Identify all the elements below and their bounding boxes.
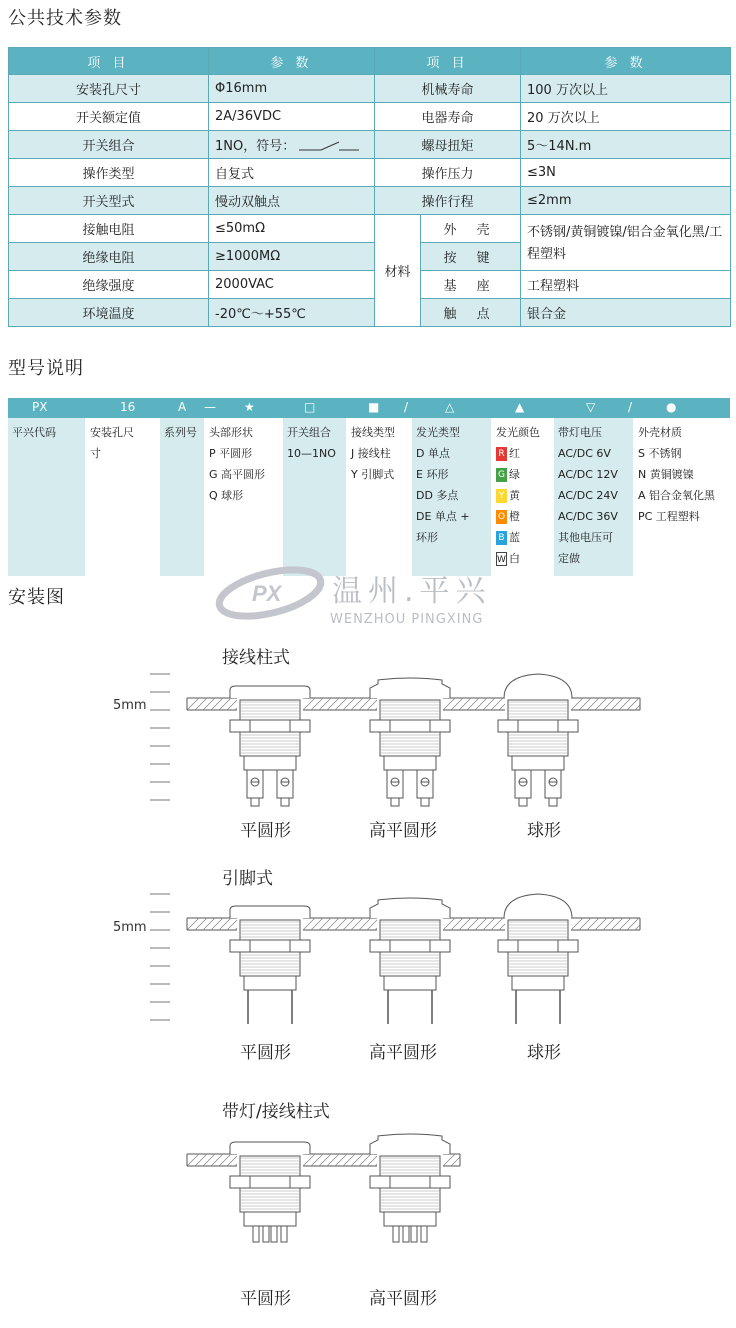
color-name: 红	[509, 447, 520, 460]
model-column-title: 发光类型	[416, 426, 460, 439]
filled-square-icon: ■	[368, 400, 380, 414]
color-option	[496, 464, 549, 485]
material-value: 不锈钢/黄铜镀镍/铝合金氧化黑/工程塑料	[521, 215, 731, 271]
spec-section-title: 公共技术参数	[8, 8, 122, 29]
color-option	[496, 527, 549, 548]
model-option: P 平圆形	[209, 447, 253, 460]
code-separator: /	[404, 400, 409, 414]
spec-value: ≤50mΩ	[209, 215, 375, 243]
pingxing-logo-icon	[212, 565, 328, 621]
model-column-title: 平兴代码	[12, 426, 56, 439]
model-option: AC/DC 24V	[558, 489, 618, 502]
head-caption: 球形	[527, 821, 561, 841]
model-option: DE 单点 +	[416, 510, 470, 523]
spec-value: 慢动双触点	[209, 187, 375, 215]
code-part: —	[204, 400, 216, 414]
color-option	[496, 443, 549, 464]
code-part: A	[178, 400, 187, 414]
model-column-title: 安装孔尺	[90, 426, 134, 439]
switch-body	[230, 1142, 310, 1242]
material-value: 银合金	[521, 299, 731, 327]
diagram-title: 引脚式	[222, 869, 273, 889]
spec-label: 电器寿命	[375, 103, 521, 131]
model-option: A 铝合金氧化黑	[638, 489, 716, 502]
spec-row	[9, 299, 731, 327]
spec-value: 自复式	[209, 159, 375, 187]
switch-combo-text: 1NO，符号：	[215, 139, 296, 154]
model-column	[634, 418, 730, 576]
spec-label: 螺母扭矩	[375, 131, 521, 159]
switch-body	[370, 1134, 450, 1242]
spec-label: 操作行程	[375, 187, 521, 215]
model-option: DD 多点	[416, 489, 459, 502]
switch-body	[230, 686, 310, 806]
ruler-ticks	[150, 894, 170, 1020]
hollow-square-icon: □	[304, 400, 316, 414]
code-separator: /	[628, 400, 633, 414]
spec-header-cell: 项 目	[375, 48, 521, 75]
model-code-bar	[8, 398, 730, 418]
material-part: 触 点	[421, 299, 521, 327]
head-caption: 高平圆形	[369, 1043, 437, 1063]
svg-text:PX: PX	[252, 581, 282, 606]
model-column	[86, 418, 160, 576]
material-label: 材料	[375, 215, 421, 327]
spec-label: 接触电阻	[9, 215, 209, 243]
switch-body	[370, 898, 450, 1024]
down-triangle-icon: ▽	[586, 400, 596, 414]
model-column	[205, 418, 283, 576]
spec-value	[209, 131, 375, 159]
material-value: 工程塑料	[521, 271, 731, 299]
material-part: 按 键	[421, 243, 521, 271]
color-name: 绿	[509, 468, 520, 481]
model-option: 10—1NO	[287, 447, 336, 460]
spec-table	[8, 47, 731, 327]
spec-label: 绝缘电阻	[9, 243, 209, 271]
model-column	[554, 418, 634, 576]
color-option	[496, 548, 549, 569]
model-option: PC 工程塑料	[638, 510, 700, 523]
model-option: Q 球形	[209, 489, 244, 502]
model-code-table	[8, 398, 730, 576]
color-option	[496, 506, 549, 527]
spec-value: 2A/36VDC	[209, 103, 375, 131]
model-option: G 高平圆形	[209, 468, 266, 481]
model-column-title: 系列号	[164, 426, 197, 439]
model-column	[347, 418, 412, 576]
model-option: 定做	[558, 552, 580, 565]
spec-label: 操作压力	[375, 159, 521, 187]
model-option: S 不锈钢	[638, 447, 682, 460]
color-swatch: R	[496, 447, 507, 461]
spec-row	[9, 131, 731, 159]
color-name: 橙	[509, 510, 520, 523]
color-option	[496, 485, 549, 506]
head-caption: 球形	[527, 1043, 561, 1063]
spec-label: 开关型式	[9, 187, 209, 215]
head-caption: 平圆形	[240, 821, 291, 841]
spec-label: 绝缘强度	[9, 271, 209, 299]
watermark-cn: 温州.平兴	[332, 574, 492, 609]
model-column-title: 开关组合	[287, 426, 331, 439]
spec-value: 2000VAC	[209, 271, 375, 299]
spec-value: 5～14N.m	[521, 131, 731, 159]
model-column-title: 头部形状	[209, 426, 253, 439]
code-part: PX	[32, 400, 48, 414]
color-swatch: Y	[496, 489, 507, 503]
spec-row	[9, 159, 731, 187]
color-swatch: B	[496, 531, 507, 545]
circle-icon: ●	[666, 400, 677, 414]
model-column-title: 接线类型	[351, 426, 395, 439]
model-option: Y 引脚式	[351, 468, 395, 481]
model-option: J 接线柱	[351, 447, 391, 460]
color-name: 白	[509, 552, 520, 565]
model-option: AC/DC 36V	[558, 510, 618, 523]
switch-body	[498, 674, 578, 806]
thickness-label: 5mm	[113, 698, 147, 713]
diagram-title: 接线柱式	[222, 648, 290, 668]
switch-body	[370, 678, 450, 806]
material-part: 外 壳	[421, 215, 521, 243]
head-caption: 高平圆形	[369, 821, 437, 841]
model-option: 寸	[90, 447, 101, 460]
spec-row	[9, 75, 731, 103]
spec-label: 环境温度	[9, 299, 209, 327]
spec-value: ≥1000MΩ	[209, 243, 375, 271]
spec-row	[9, 271, 731, 299]
hollow-triangle-icon: △	[445, 400, 455, 414]
model-column-title: 带灯电压	[558, 426, 602, 439]
install-section-title: 安装图	[8, 587, 65, 608]
spec-header-row	[9, 48, 731, 75]
model-option: N 黄铜镀镍	[638, 468, 694, 481]
ruler-ticks	[150, 674, 170, 800]
model-option: 环形	[416, 531, 438, 544]
model-option: AC/DC 12V	[558, 468, 618, 481]
switch-body	[498, 894, 578, 1024]
spec-value: 100 万次以上	[521, 75, 731, 103]
spec-label: 开关组合	[9, 131, 209, 159]
spec-label: 开关额定值	[9, 103, 209, 131]
switch-symbol-icon	[299, 140, 359, 154]
spec-row	[9, 215, 731, 243]
spec-header-cell: 参 数	[521, 48, 731, 75]
color-swatch: O	[497, 512, 506, 522]
head-caption: 平圆形	[240, 1043, 291, 1063]
color-name: 黄	[509, 489, 520, 502]
spec-value: -20℃～+55℃	[209, 299, 375, 327]
spec-row	[9, 103, 731, 131]
spec-label: 操作类型	[9, 159, 209, 187]
model-option: AC/DC 6V	[558, 447, 611, 460]
spec-header-cell: 项 目	[9, 48, 209, 75]
model-column	[492, 418, 554, 576]
material-part: 基 座	[421, 271, 521, 299]
spec-value: 20 万次以上	[521, 103, 731, 131]
filled-triangle-icon: ▲	[515, 400, 525, 414]
thickness-label: 5mm	[113, 920, 147, 935]
model-column-title: 发光颜色	[496, 426, 540, 439]
switch-body	[230, 906, 310, 1024]
head-caption: 高平圆形	[369, 1289, 437, 1309]
model-section-title: 型号说明	[8, 358, 84, 379]
model-column	[283, 418, 347, 576]
code-part: 16	[120, 400, 136, 414]
color-swatch: G	[496, 468, 507, 482]
watermark-en: WENZHOU PINGXING	[330, 612, 484, 627]
spec-label: 安装孔尺寸	[9, 75, 209, 103]
spec-row	[9, 187, 731, 215]
head-caption: 平圆形	[240, 1289, 291, 1309]
model-column-title: 外壳材质	[638, 426, 682, 439]
model-column	[412, 418, 492, 576]
spec-label: 机械寿命	[375, 75, 521, 103]
spec-value: ≤3N	[521, 159, 731, 187]
terminal-type-diagram	[0, 660, 736, 810]
star-icon: ★	[244, 400, 255, 414]
model-column	[8, 418, 86, 576]
model-column	[160, 418, 205, 576]
diagram-title: 带灯/接线柱式	[222, 1102, 330, 1122]
model-option: D 单点	[416, 447, 450, 460]
spec-value: Φ16mm	[209, 75, 375, 103]
model-option: 其他电压可	[558, 531, 613, 544]
pin-type-diagram	[0, 880, 736, 1030]
color-swatch: W	[496, 552, 507, 566]
spec-value: ≤2mm	[521, 187, 731, 215]
spec-header-cell: 参 数	[209, 48, 375, 75]
color-name: 蓝	[509, 531, 520, 544]
model-option: E 环形	[416, 468, 449, 481]
lamp-terminal-diagram	[0, 1130, 736, 1285]
